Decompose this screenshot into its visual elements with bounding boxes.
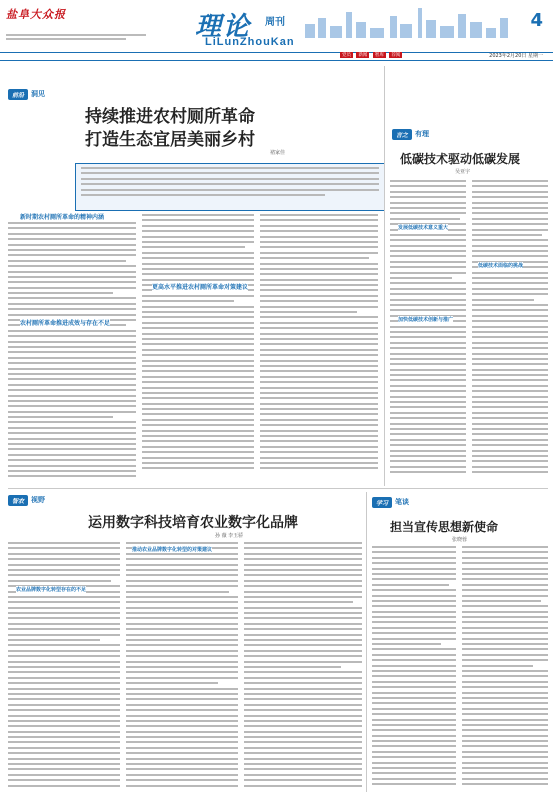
right-article-column-2 [472, 180, 548, 480]
masthead [0, 0, 553, 52]
masthead-rule-2 [0, 60, 553, 61]
masthead-tags [340, 52, 404, 58]
page-number: 4 [530, 10, 543, 31]
main-subhead-2: 农村厕所革命推进成效与存在不足 [20, 320, 111, 327]
newspaper-logo: 盐阜大众报 [6, 8, 66, 21]
section-divider [8, 488, 548, 489]
issue-date: 2023年2月20日 星期一 [489, 53, 543, 59]
main-article-column-1 [8, 222, 136, 484]
main-article-title-line2: 打造生态宜居美丽乡村 [85, 130, 255, 150]
masthead-tag: 智库 [374, 53, 384, 58]
bottom-left-article-title: 运用数字科技培育农业数字化品牌 [88, 515, 298, 531]
main-subhead-3: 更高水平推进农村厕所革命对策建议 [152, 284, 249, 291]
bottom-right-article-title: 担当宣传思想新使命 [390, 520, 499, 534]
main-article-intro [75, 163, 385, 211]
bottom-left-column-1 [8, 542, 120, 794]
right-subhead-1: 发展低碳技术意义重大 [398, 225, 449, 231]
main-subhead-1: 新时期农村厕所革命的精神内涵 [20, 214, 105, 221]
main-article-title-line1: 持续推进农村厕所革命 [85, 107, 255, 127]
masthead-tag: 新闻 [358, 53, 368, 58]
section-label-bottom-right: 学习 笔谈 [372, 496, 409, 508]
right-article-title: 低碳技术驱动低碳发展 [400, 152, 521, 166]
section-pinyin: LiLunZhouKan [205, 36, 295, 48]
bottom-left-subhead-2: 推动农业品牌数字化转型的对策建议 [132, 547, 213, 553]
column-divider-bottom [366, 492, 367, 792]
bottom-right-column-1 [372, 546, 456, 794]
bottom-left-column-3 [244, 542, 362, 794]
section-title: 理论 [195, 12, 252, 42]
main-article-column-3 [260, 214, 378, 484]
section-label-right: 言之 有理 [392, 128, 429, 140]
bottom-left-article-author: 孙 薇 李玉骄 [215, 533, 244, 539]
section-title-sub: 周刊 [265, 17, 285, 28]
main-article-author: 褚家佳 [270, 150, 286, 156]
right-article-author: 吴亚宇 [455, 169, 471, 175]
bottom-left-column-2 [126, 542, 238, 794]
masthead-tag: 党员 [342, 53, 351, 58]
right-subhead-3: 加快低碳技术创新与推广 [398, 317, 454, 323]
bottom-left-subhead-1: 农业品牌数字化转型存在的不足 [16, 587, 87, 593]
bottom-right-article-author: 张晓蓉 [452, 537, 468, 543]
city-skyline-icon [300, 4, 520, 38]
right-subhead-2: 低碳技术面临的挑战 [478, 263, 524, 269]
main-article-column-2 [142, 214, 254, 484]
masthead-edition-info [6, 34, 156, 40]
section-label-main: 前沿 洞见 [8, 88, 45, 100]
section-label-bottom-left: 智农 视野 [8, 494, 45, 506]
masthead-tag: 荐阅 [391, 53, 401, 58]
masthead-rule [0, 52, 553, 53]
bottom-right-column-2 [462, 546, 548, 794]
column-divider [384, 66, 385, 486]
